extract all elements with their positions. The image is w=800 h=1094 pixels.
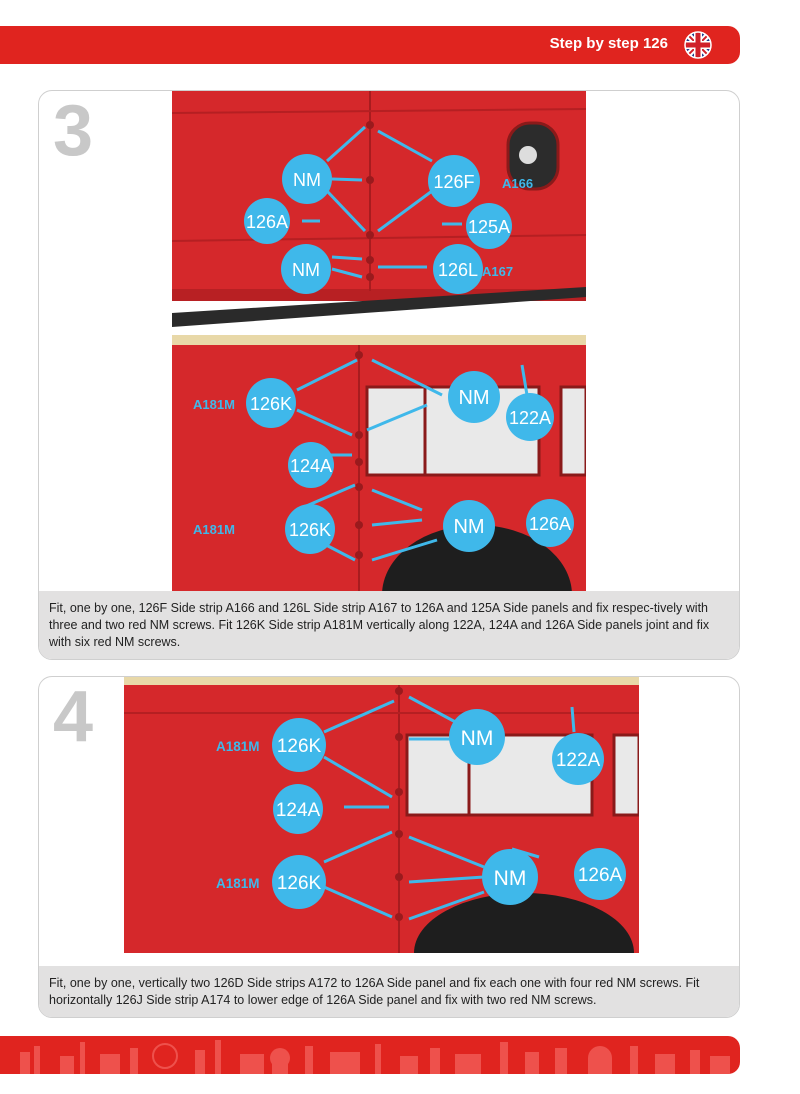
callout-nm: NM xyxy=(292,260,320,280)
callout-125a: 125A xyxy=(467,217,511,237)
footer-skyline-bar xyxy=(0,1036,740,1074)
callout-126k: 126K xyxy=(249,394,293,414)
step-number: 4 xyxy=(53,677,94,757)
callout-126f: 126F xyxy=(433,172,475,192)
step-3-caption: Fit, one by one, 126F Side strip A166 and 126L Side strip A167 to 126A and 125A Side panels and fix respec-tively with three and two red NM screws. Fit 126K Side strip A181M vertically along 122A, 124A and 126A Side panels joint and fix with six red NM screws. xyxy=(39,591,739,659)
step-4-caption: Fit, one by one, vertically two 126D Side strips A172 to 126A Side panel and fix each one with four red NM screws. Fit horizontally 126J Side strip A174 to lower edge of 126A Side panel and fix with two red NM screws. xyxy=(39,966,739,1017)
callout-124a: 124A xyxy=(289,456,333,476)
london-skyline-icon xyxy=(0,1036,740,1074)
page-title: Step by step 126 xyxy=(549,35,668,52)
step-3-part-labels xyxy=(189,391,269,541)
callout-nm: NM xyxy=(453,516,485,538)
step-number: 3 xyxy=(53,91,94,171)
callout-126k: 126K xyxy=(276,873,322,894)
step-4-photo xyxy=(124,677,639,953)
header-bar xyxy=(0,26,740,64)
callout-126k: 126K xyxy=(276,736,322,757)
callout-126a: 126A xyxy=(577,865,623,886)
uk-flag-icon xyxy=(684,31,712,59)
callout-122a: 122A xyxy=(555,750,601,771)
part-label-a167: A167 xyxy=(482,264,514,279)
step-4-panel xyxy=(38,676,740,1018)
callout-126a: 126A xyxy=(245,212,289,232)
callout-126l: 126L xyxy=(437,260,479,280)
part-label-a181m: A181M xyxy=(193,397,235,412)
step-3-photo-upper xyxy=(172,91,586,327)
callout-nm: NM xyxy=(460,727,494,750)
callout-124a: 124A xyxy=(275,800,321,821)
callout-nm: NM xyxy=(293,170,321,190)
part-label-a166: A166 xyxy=(502,176,534,191)
callout-126k: 126K xyxy=(288,520,332,540)
callout-nm: NM xyxy=(458,387,490,409)
part-label-a181m: A181M xyxy=(216,739,260,754)
part-label-a181m: A181M xyxy=(216,876,260,891)
part-label-a181m: A181M xyxy=(193,522,235,537)
callout-nm: NM xyxy=(493,867,527,890)
callout-122a: 122A xyxy=(508,408,552,428)
step-3-panel xyxy=(38,90,740,660)
callout-126a: 126A xyxy=(528,514,572,534)
